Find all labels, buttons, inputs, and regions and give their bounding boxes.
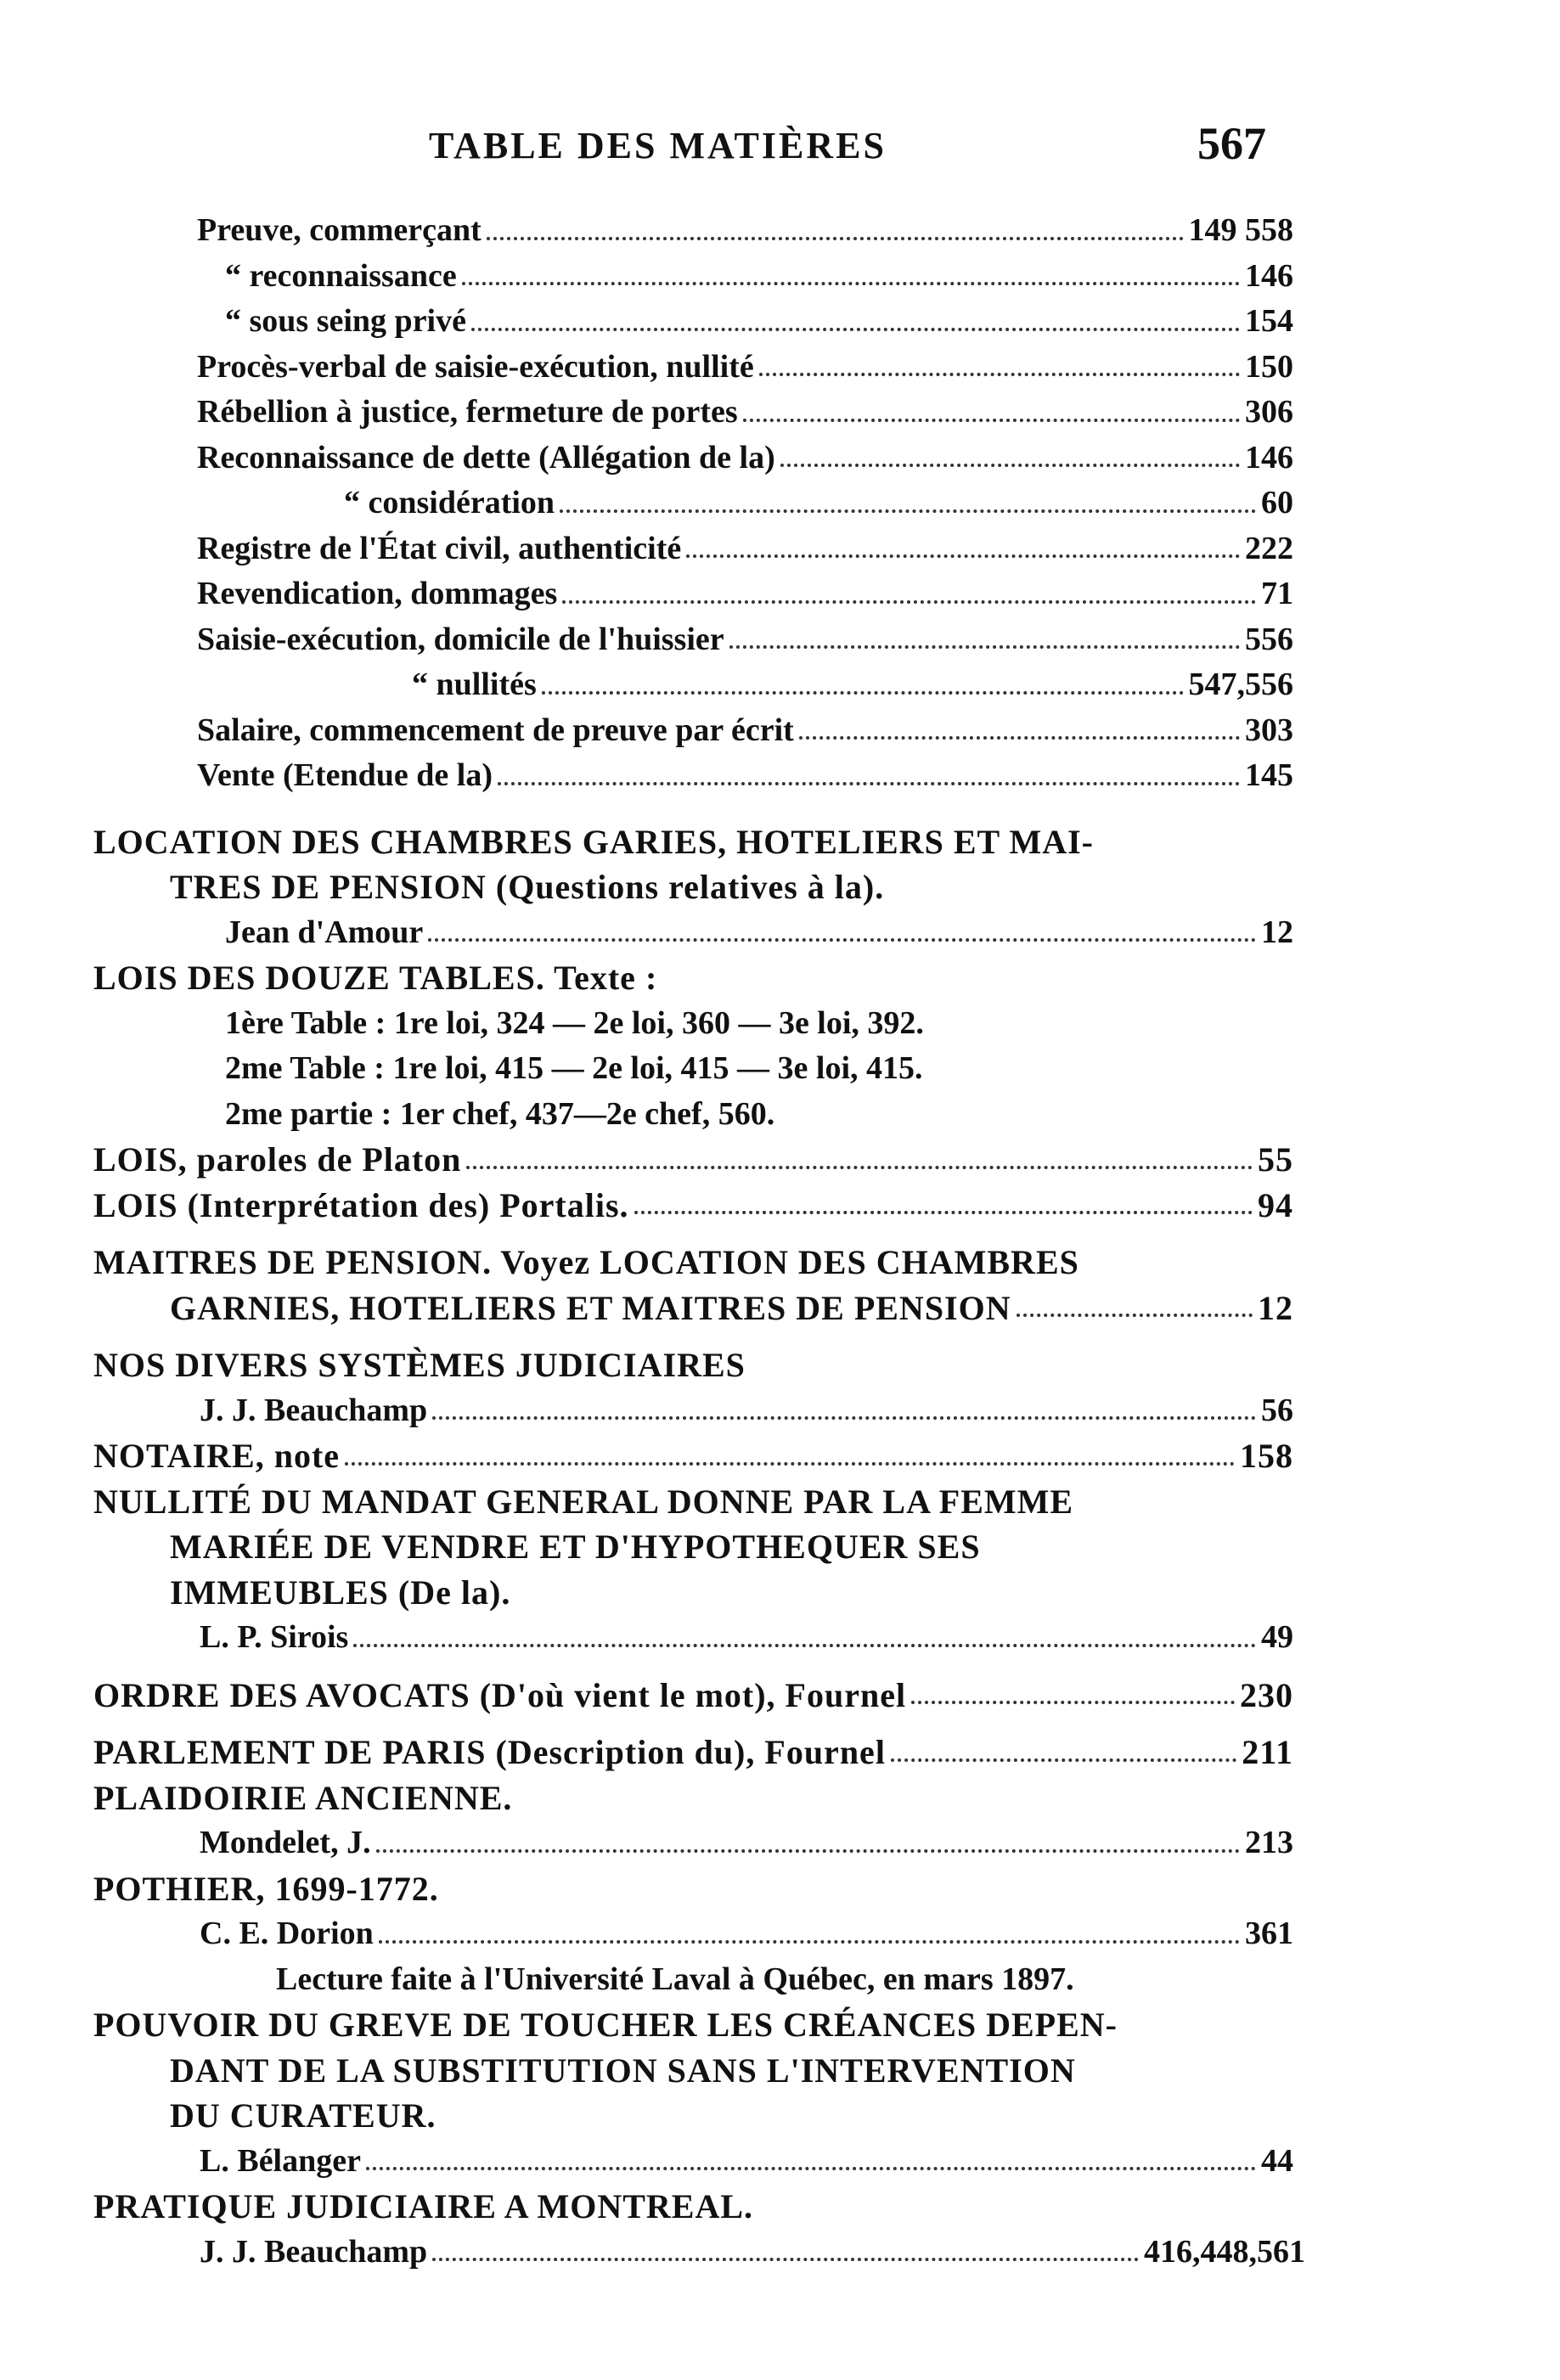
page-ref: 145 [1245,757,1293,793]
page-ref: 12 [1258,1288,1293,1327]
page-ref: 222 [1245,530,1293,566]
page-ref: 146 [1245,439,1293,475]
page-ref: 556 [1245,621,1293,657]
index-entry: C. E. Dorion 361 [0,1911,1560,1957]
running-title: TABLE DES MATIÈRES [429,125,887,166]
index-entry: GARNIES, HOTELIERS ET MAITRES DE PENSION 12 [0,1286,1560,1331]
page-ref: 149 558 [1188,212,1293,248]
index-entry: LOIS (Interprétation des) Portalis. 94 [0,1183,1560,1229]
index-heading: PRATIQUE JUDICIAIRE A MONTREAL. [93,2187,754,2225]
index-entry: “ considération 60 [0,481,1560,526]
page-ref: 158 [1240,1437,1293,1475]
index-list [0,208,1560,2275]
index-entry: Vente (Etendue de la) 145 [0,753,1560,799]
index-entry: L. P. Sirois 49 [0,1615,1560,1661]
index-heading: PLAIDOIRIE ANCIENNE. [93,1778,513,1817]
index-subline: 2me partie : 1er chef, 437—2e chef, 560. [225,1095,775,1132]
page-ref: 211 [1242,1733,1293,1771]
index-heading: LOIS DES DOUZE TABLES. Texte : [93,959,658,997]
index-heading-continuation: MARIÉE DE VENDRE ET D'HYPOTHEQUER SES [170,1528,981,1566]
index-entry: Preuve, commerçant 149 558 [0,208,1560,254]
index-entry: Procès-verbal de saisie-exécution, nullité 150 [0,345,1560,391]
page-ref: 154 [1245,303,1293,339]
page-ref: 55 [1258,1140,1293,1179]
index-heading-continuation: DANT DE LA SUBSTITUTION SANS L'INTERVENTION [170,2051,1076,2090]
page-ref: 213 [1245,1825,1293,1860]
index-entry: “ reconnaissance 146 [0,254,1560,300]
index-entry: Revendication, dommages 71 [0,571,1560,617]
index-entry: J. J. Beauchamp 416,448,561 [0,2230,1560,2276]
index-entry: PARLEMENT DE PARIS (Description du), Fournel 211 [0,1730,1560,1775]
index-entry: Jean d'Amour 12 [0,910,1560,956]
index-entry: Mondelet, J. 213 [0,1820,1560,1866]
index-entry: ORDRE DES AVOCATS (D'où vient le mot), Fournel 230 [0,1673,1560,1719]
index-entry: Reconnaissance de dette (Allégation de la) 146 [0,436,1560,481]
page-ref: 60 [1261,485,1293,520]
page-ref: 230 [1240,1675,1293,1714]
index-entry: Salaire, commencement de preuve par écrit 303 [0,708,1560,754]
index-heading: MAITRES DE PENSION. Voyez LOCATION DES CHAMBRES [93,1243,1079,1281]
page-ref: 306 [1245,394,1293,430]
page-ref: 146 [1245,257,1293,294]
index-heading: NOS DIVERS SYSTÈMES JUDICIAIRES [93,1346,746,1384]
index-entry: “ nullités 547,556 [0,662,1560,708]
page-ref: 71 [1261,576,1293,611]
page-ref: 547,556 [1188,667,1293,702]
index-entry: “ sous seing privé 154 [0,299,1560,345]
index-subline: 2me Table : 1re loi, 415 — 2e loi, 415 — 3e loi, 415. [225,1050,923,1086]
page-ref: 49 [1261,1619,1293,1655]
page-ref: 303 [1245,712,1293,748]
index-subline: 1ère Table : 1re loi, 324 — 2e loi, 360 — 3e loi, 392. [225,1004,924,1041]
page-ref: 12 [1261,914,1293,950]
index-entry: NOTAIRE, note 158 [0,1433,1560,1479]
index-heading-continuation: DU CURATEUR. [170,2096,436,2135]
index-entry: J. J. Beauchamp 56 [0,1388,1560,1434]
page-number: 567 [1197,118,1266,169]
index-heading: POUVOIR DU GREVE DE TOUCHER LES CRÉANCES DEPEN- [93,2006,1118,2044]
index-heading: NULLITÉ DU MANDAT GENERAL DONNE PAR LA FEMME [93,1482,1074,1521]
page-ref: 416,448,561 [1144,2233,1305,2270]
page-ref: 94 [1258,1185,1293,1224]
index-heading: LOCATION DES CHAMBRES GARIES, HOTELIERS ET MAI- [93,822,1094,861]
page-ref: 56 [1261,1392,1293,1428]
index-entry: LOIS, paroles de Platon 55 [0,1137,1560,1183]
index-heading: POTHIER, 1699-1772. [93,1869,439,1908]
index-entry: Saisie-exécution, domicile de l'huissier 556 [0,617,1560,663]
index-heading-continuation: TRES DE PENSION (Questions relatives à la). [170,868,885,906]
index-note: Lecture faite à l'Université Laval à Québec, en mars 1897. [276,1961,1074,1997]
page-ref: 150 [1245,348,1293,385]
index-entry: L. Bélanger 44 [0,2139,1560,2185]
page-header [0,117,1560,185]
page-ref: 44 [1261,2142,1293,2179]
index-entry: Rébellion à justice, fermeture de portes 306 [0,390,1560,436]
index-heading-continuation: IMMEUBLES (De la). [170,1573,511,1612]
page-ref: 361 [1245,1916,1293,1951]
index-entry: Registre de l'État civil, authenticité 222 [0,526,1560,572]
